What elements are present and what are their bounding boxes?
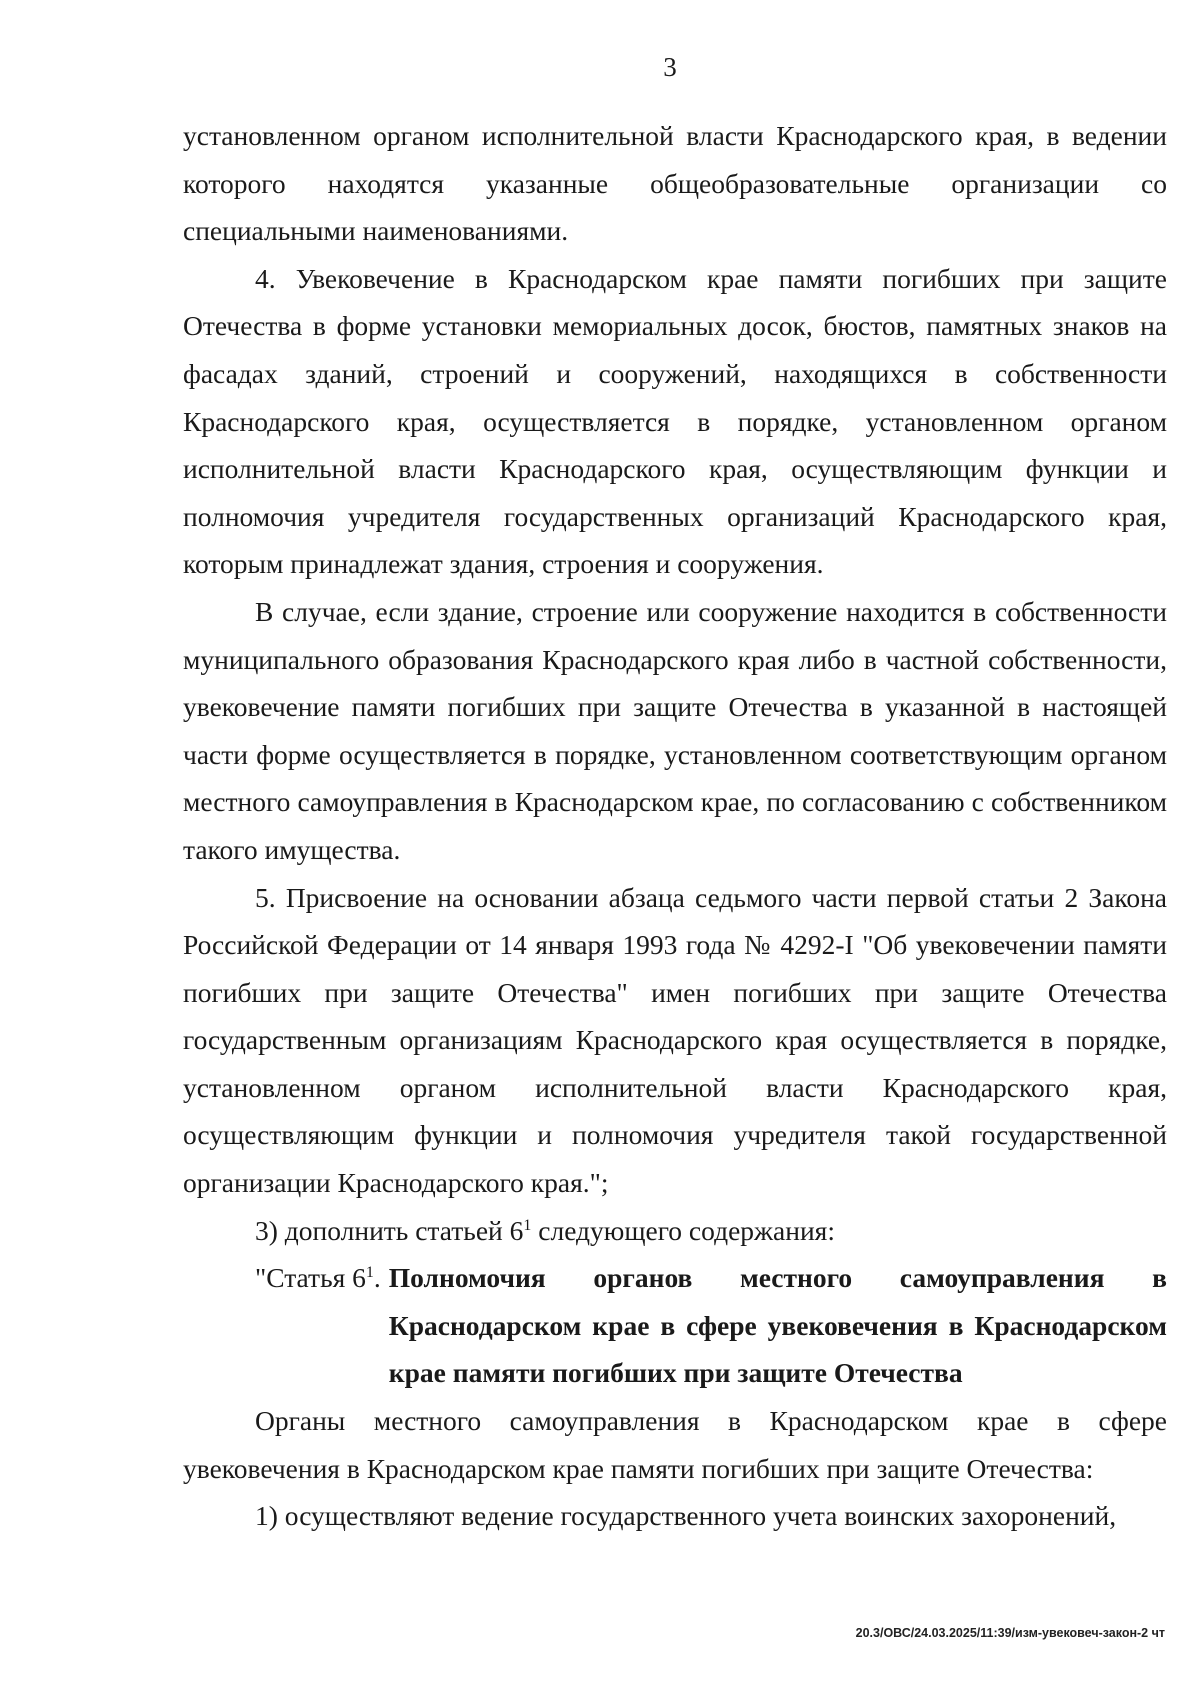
article-title: Полномочия органов местного самоуправления в Краснодарском крае в сфере увековечения в Краснодарском крае памяти погибших при защите Отечества	[388, 1262, 1167, 1389]
amendment-intro-sup: 1	[523, 1216, 532, 1234]
paragraph-part-4: 4. Увековечение в Краснодарском крае памяти погибших при защите Отечества в форме установки мемориальных досок, бюстов, памятных знаков на фасадах зданий, строений и сооружений, находящихся в собственности Краснодарского края, осуществляется в порядке, установленном органом исполнительной власти Краснодарского края, осуществляющим функции и полномочия учредителя государственных организаций Краснодарского края, которым принадлежат здания, строения и сооружения.	[183, 262, 1167, 580]
paragraph-part-4-second: В случае, если здание, строение или сооружение находится в собственности муниципального образования Краснодарского края либо в частной собственности, увековечение памяти погибших при защите Отечества в указанной в настоящей части форме осуществляется в порядке, установленном соответствующим органом местного самоуправления в Краснодарском крае, по согласованию с собственником такого имущества.	[183, 595, 1167, 865]
article-body-item-1: 1) осуществляют ведение государственного учета воинских захоронений,	[255, 1500, 1117, 1532]
paragraph-continuation: установленном органом исполнительной власти Краснодарского края, в ведении которого находятся указанные общеобразовательные организации со специальными наименованиями.	[183, 120, 1167, 247]
paragraph-part-5: 5. Присвоение на основании абзаца седьмого части первой статьи 2 Закона Российской Федерации от 14 января 1993 года № 4292-I "Об увековечении памяти погибших при защите Отечества" имен погибших при защите Отечества государственным организациям Краснодарского края осуществляется в порядке, установленном органом исполнительной власти Краснодарского края, осуществляющим функции и полномочия учредителя такой государственной организации Краснодарского края.";	[183, 881, 1167, 1199]
article-label-prefix: "Статья 6	[255, 1262, 366, 1294]
footer-document-id: 20.3/ОВС/24.03.2025/11:39/изм-увековеч-закон-2 чт	[855, 1626, 1165, 1640]
article-heading	[183, 1254, 1167, 1397]
amendment-intro	[183, 1207, 1167, 1255]
article-label-sup: 1	[365, 1264, 374, 1282]
document-body	[183, 112, 1167, 1540]
page-number: 3	[663, 52, 677, 82]
amendment-intro-after: следующего содержания:	[531, 1214, 835, 1246]
amendment-intro-before: 3) дополнить статьей 6	[255, 1214, 524, 1246]
article-label-suffix: .	[373, 1262, 381, 1294]
article-body-intro: Органы местного самоуправления в Краснодарском крае в сфере увековечения в Краснодарском крае памяти погибших при защите Отечества:	[183, 1405, 1167, 1484]
article-label	[183, 1254, 381, 1397]
